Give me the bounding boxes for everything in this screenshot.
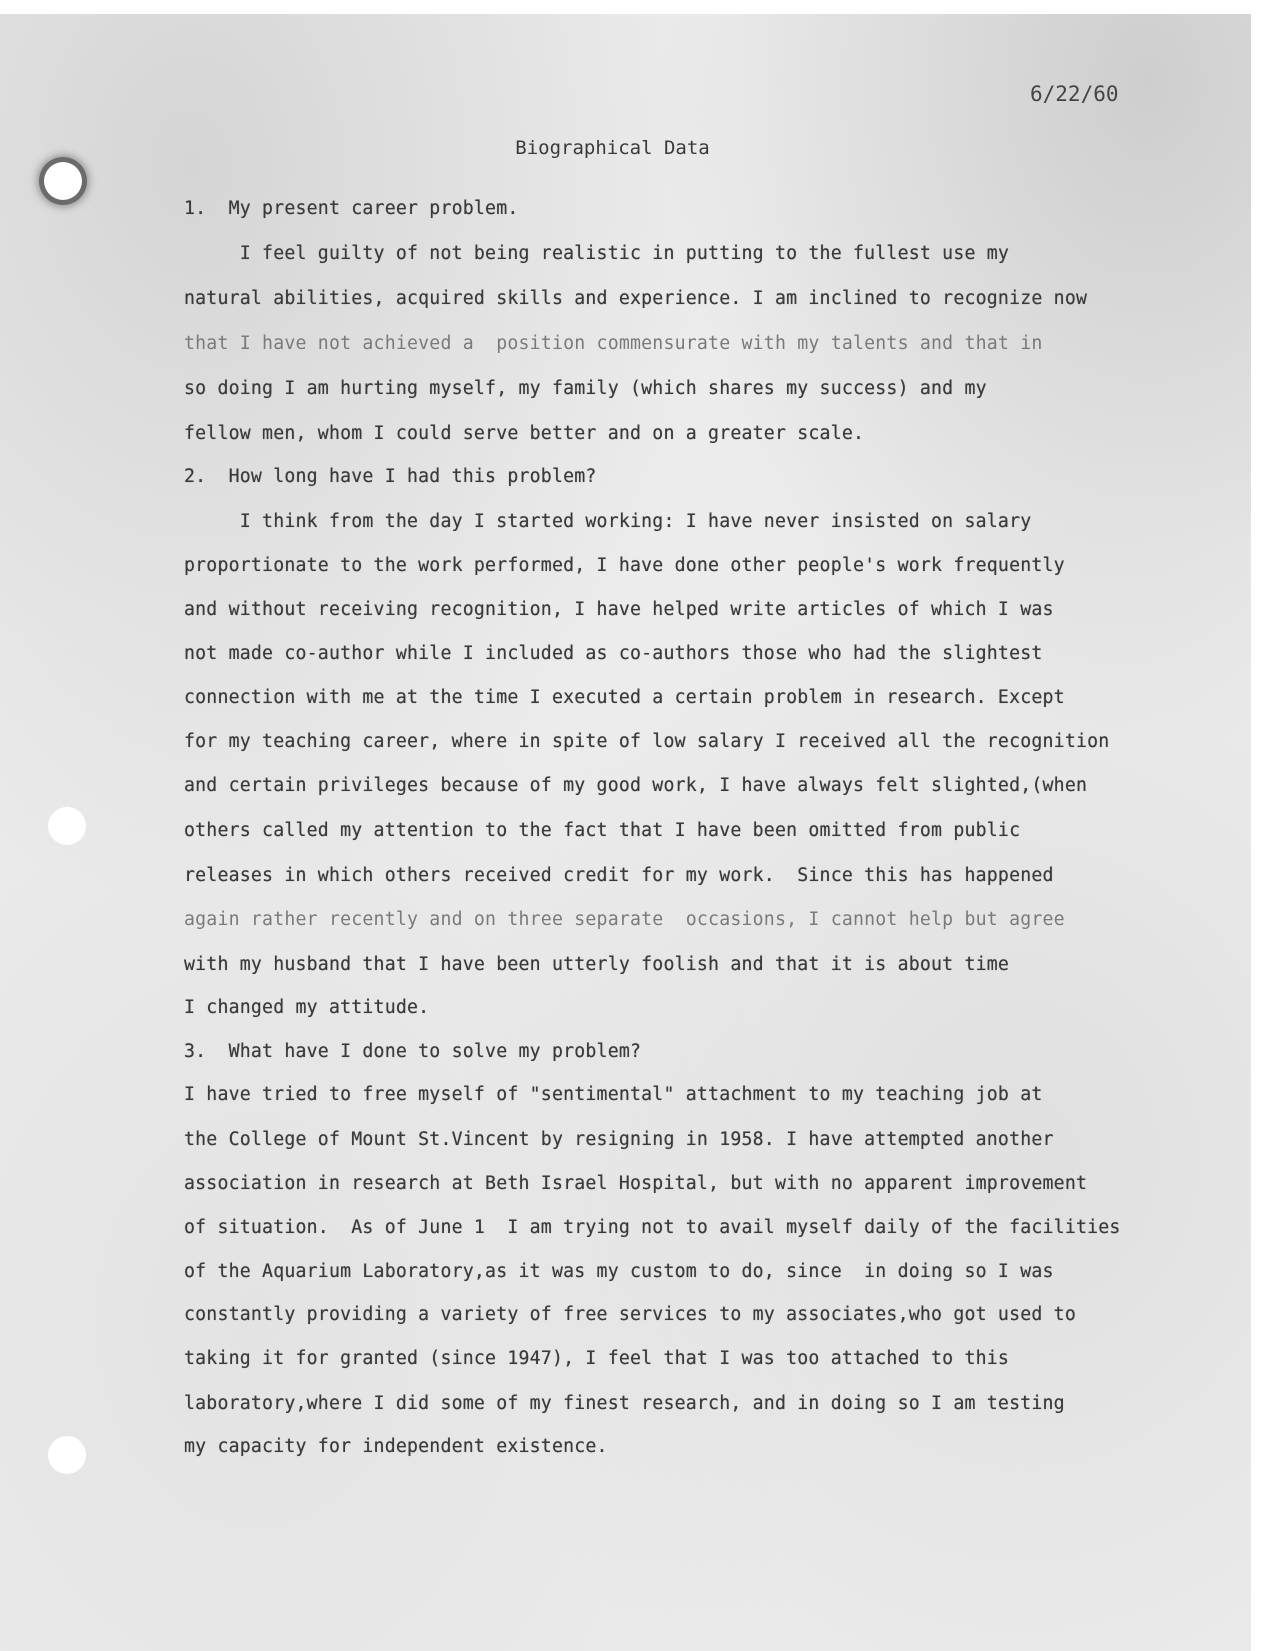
body-line: with my husband that I have been utterly foolish and that it is about time: [184, 954, 1010, 975]
body-line: I feel guilty of not being realistic in putting to the fullest use my: [184, 243, 1010, 264]
body-line: proportionate to the work performed, I have done other people's work frequently: [184, 555, 1065, 576]
body-line: I think from the day I started working: I have never insisted on salary: [184, 511, 1032, 532]
body-line: fellow men, whom I could serve better and on a greater scale.: [184, 423, 865, 444]
body-line: and certain privileges because of my good work, I have always felt slighted,(when: [184, 775, 1088, 796]
body-line: again rather recently and on three separate occasions, I cannot help but agree: [184, 909, 1065, 930]
scan-edge-right: [1251, 0, 1275, 1651]
body-line: my capacity for independent existence.: [184, 1436, 608, 1457]
section-heading-2: 2. How long have I had this problem?: [184, 466, 597, 487]
body-line: and without receiving recognition, I have helped write articles of which I was: [184, 599, 1054, 620]
body-line: taking it for granted (since 1947), I feel that I was too attached to this: [184, 1348, 1010, 1369]
body-line: I have tried to free myself of "sentimental" attachment to my teaching job at: [184, 1084, 1043, 1105]
document-title: Biographical Data: [515, 137, 710, 159]
punch-hole-top: [44, 162, 82, 200]
body-line: connection with me at the time I executed a certain problem in research. Except: [184, 687, 1065, 708]
document-date: 6/22/60: [1030, 82, 1119, 106]
body-line: I changed my attitude.: [184, 997, 430, 1018]
body-line: association in research at Beth Israel Hospital, but with no apparent improvement: [184, 1173, 1088, 1194]
section-heading-3: 3. What have I done to solve my problem?: [184, 1041, 642, 1062]
body-line: for my teaching career, where in spite of low salary I received all the recognition: [184, 731, 1110, 752]
body-line: laboratory,where I did some of my finest research, and in doing so I am testing: [184, 1393, 1065, 1414]
body-line: so doing I am hurting myself, my family (which shares my success) and my: [184, 378, 987, 399]
punch-hole-bottom: [48, 1436, 86, 1474]
section-heading-1: 1. My present career problem.: [184, 198, 519, 219]
body-line: that I have not achieved a position commensurate with my talents and that in: [184, 333, 1043, 354]
scan-edge-top: [0, 0, 1275, 14]
punch-hole-middle: [48, 807, 86, 845]
body-line: others called my attention to the fact that I have been omitted from public: [184, 820, 1021, 841]
body-line: of situation. As of June 1 I am trying not to avail myself daily of the facilities: [184, 1217, 1121, 1238]
body-line: releases in which others received credit for my work. Since this has happened: [184, 865, 1054, 886]
body-line: natural abilities, acquired skills and experience. I am inclined to recognize now: [184, 288, 1088, 309]
body-line: constantly providing a variety of free services to my associates,who got used to: [184, 1304, 1076, 1325]
body-line: of the Aquarium Laboratory,as it was my custom to do, since in doing so I was: [184, 1261, 1054, 1282]
body-line: the College of Mount St.Vincent by resigning in 1958. I have attempted another: [184, 1129, 1054, 1150]
body-line: not made co-author while I included as co-authors those who had the slightest: [184, 643, 1043, 664]
